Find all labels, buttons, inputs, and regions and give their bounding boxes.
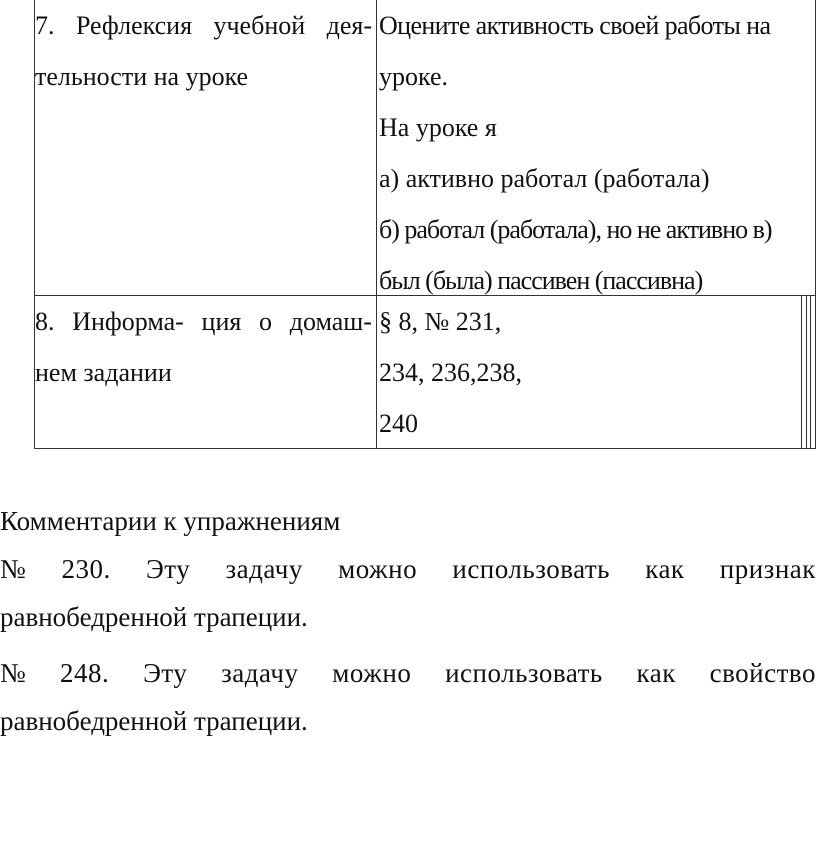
word: Эту: [143, 658, 188, 688]
word: о: [259, 307, 273, 336]
paragraph-line: равнобедренной трапеции.: [0, 602, 308, 632]
word: Эту: [145, 554, 191, 584]
double-border-line: [801, 296, 807, 448]
comment-paragraph: [0, 649, 816, 745]
word: как: [636, 658, 676, 688]
word: дея-: [326, 11, 372, 40]
word: 7.: [35, 11, 55, 40]
double-border-line: [810, 296, 815, 448]
table-cell-stage-8: [35, 296, 377, 448]
cell-line: 240: [379, 409, 418, 438]
paragraph-line: равнобедренной трапеции.: [0, 706, 308, 736]
word: задачу: [221, 658, 299, 688]
word: учебной: [213, 11, 306, 40]
word: Информа-: [72, 307, 184, 336]
word: задачу: [225, 554, 303, 584]
comment-paragraph: [0, 545, 816, 641]
cell-line: нем задании: [35, 358, 172, 387]
word: можно: [338, 554, 418, 584]
table-cell-homework-content: [377, 296, 815, 448]
word: как: [645, 554, 685, 584]
cell-line: а) активно работал (работала): [379, 164, 710, 193]
word: №: [0, 658, 27, 688]
word: можно: [332, 658, 412, 688]
cell-line: тельности на уроке: [35, 62, 249, 91]
cell-line: [35, 296, 376, 347]
cell-line: § 8, № 231,: [379, 307, 502, 336]
word: свойство: [709, 658, 816, 688]
cell-line: уроке.: [379, 62, 449, 91]
cell-line: был (была) пассивен (пассивна): [379, 266, 703, 295]
word: использовать: [445, 658, 603, 688]
cell-line: б) работал (работала), но не активно в): [379, 215, 772, 244]
comments-heading: Комментарии к упражнениям: [0, 506, 341, 536]
word: признак: [719, 554, 816, 584]
cell-line: 234, 236,238,: [379, 358, 522, 387]
word: использовать: [452, 554, 610, 584]
word: 230.: [61, 554, 111, 584]
cell-line: [35, 0, 376, 51]
word: Рефлексия: [75, 11, 193, 40]
cell-line: На уроке я: [379, 113, 497, 142]
word: домаш-: [289, 307, 372, 336]
table-cell-reflection-content: [377, 0, 815, 296]
justified-line: [0, 545, 816, 593]
word: 248.: [60, 658, 110, 688]
word: ция: [201, 307, 242, 336]
word: №: [0, 554, 27, 584]
cell-line: Оцените активность своей работы на: [379, 11, 771, 40]
word: 8.: [35, 307, 55, 336]
table-cell-stage-7: [35, 0, 377, 296]
lesson-plan-table: [34, 0, 816, 449]
justified-line: [0, 649, 816, 697]
